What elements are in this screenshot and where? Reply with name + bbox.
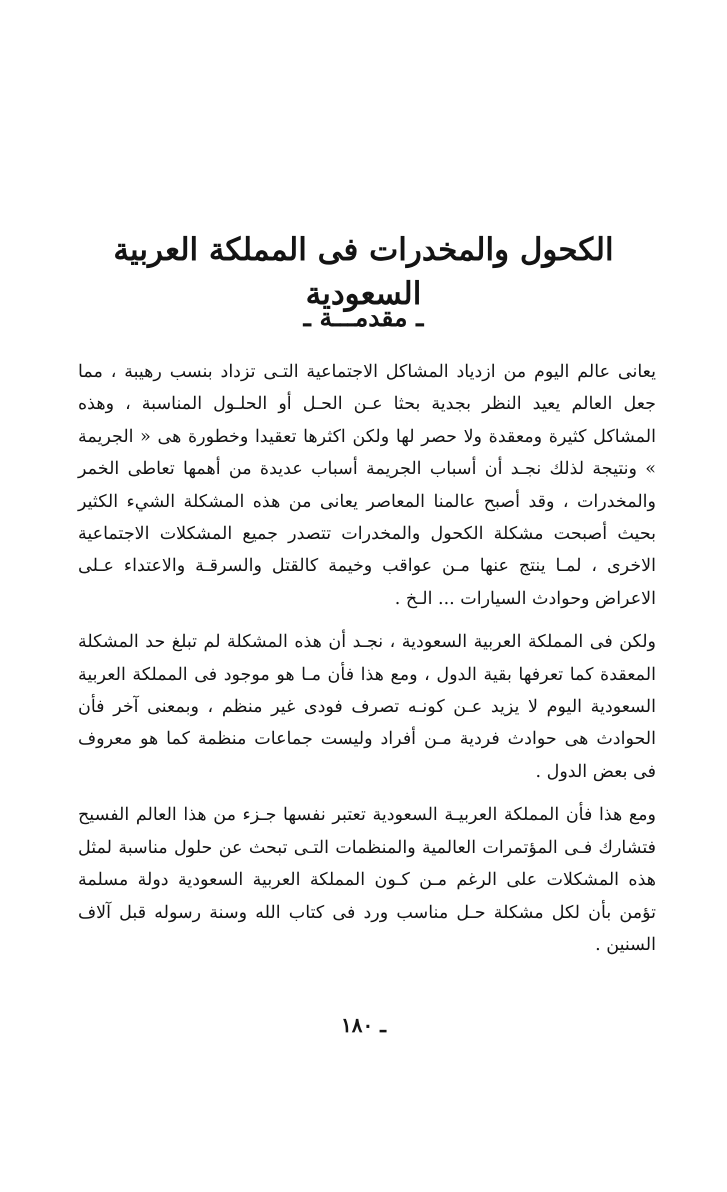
paragraph-2: ولكن فى المملكة العربية السعودية ، نجـد أن هذه المشكلة لم تبلغ حد المشكلة المعقدة كما تعرفها بقية الدول ، ومع هذا فأن مـا هو موجود فى المملكة العربية السعودية اليوم لا يزيد عـن كونـه تصرف فودى غير منظم ، وبمعنى آخر فأن الحوادث هى حوادث فردية مـن أفراد وليست جماعات منظمة كما هو معروف فى بعض الدول . — [78, 632, 656, 782]
body-text — [78, 356, 656, 961]
paragraph-1: يعانى عالم اليوم من ازدياد المشاكل الاجتماعية التـى تزداد بنسب رهيبة ، مما جعل العالم يعيد النظر بجدية بحثا عـن الحـل أو الحلـول المناسبة ، وهذه المشاكل كثيرة ومعقدة ولا حصر لها ولكن اكثرها تعقيدا وخطورة هى « الجريمة » ونتيجة لذلك نجـد أن أسباب الجريمة أسباب عديدة من أهمها تعاطى الخمر والمخدرات ، وقد أصبح عالمنا المعاصر يعانى من هذه المشكلة الشيء الكثير بحيث أصبحت مشكلة الكحول والمخدرات تتصدر جميع المشكلات الاجتماعية الاخرى ، لمـا ينتج عنها مـن عواقب وخيمة كالقتل والسرقـة والاعتداء عـلى الاعراض وحوادث السيارات ... الـخ . — [78, 362, 656, 609]
paragraph-3: ومع هذا فأن المملكة العربيـة السعودية تعتبر نفسها جـزء من هذا العالم الفسيح فتشارك فـى المؤتمرات العالمية والمنظمات التـى تبحث عن حلول مناسبة لمثل هذه المشكلات على الرغم مـن كـون المملكة العربية السعودية دولة مسلمة تؤمن بأن لكل مشكلة حـل مناسب ورد فى كتاب الله وسنة رسوله قبل آلاف السنين . — [78, 805, 656, 955]
page-number: ـ ١٨٠ — [340, 1013, 387, 1037]
section-heading-introduction: ـ مقدمـــة ـ — [303, 303, 424, 332]
document-title: الكحول والمخدرات فى المملكة العربية السعودية — [113, 232, 614, 312]
